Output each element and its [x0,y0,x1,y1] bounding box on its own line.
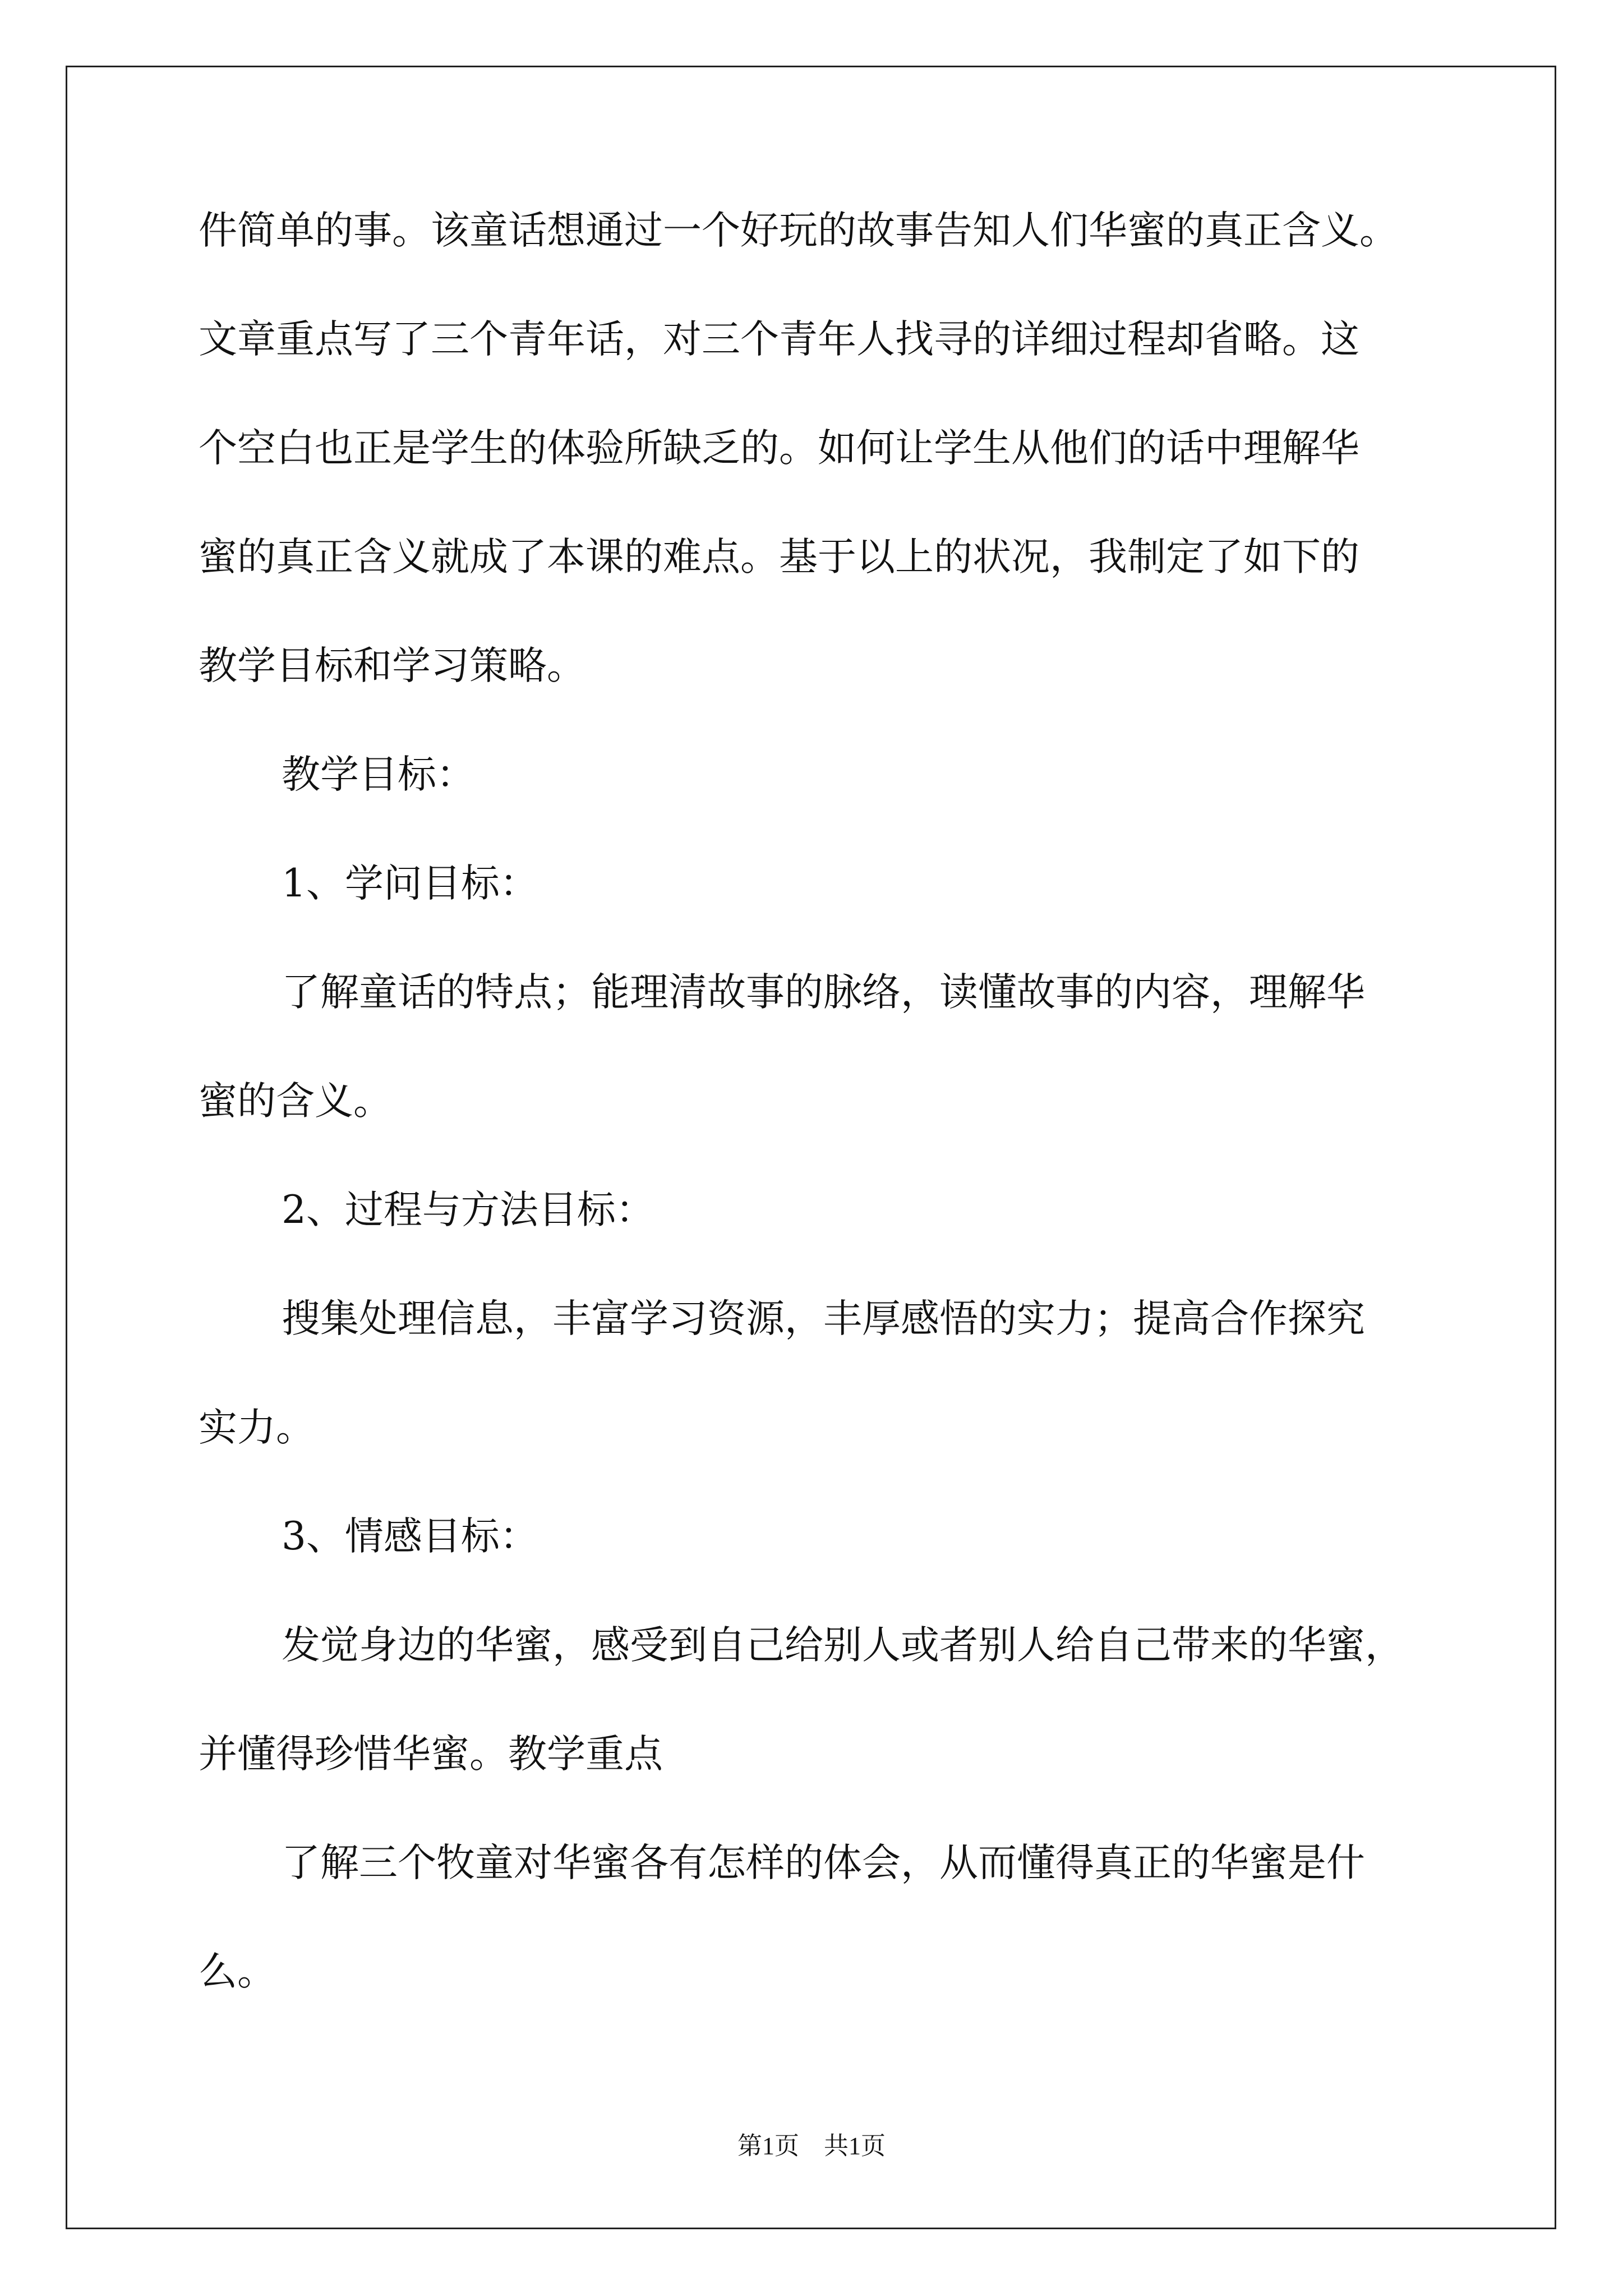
text-line: 蜜的真正含义就成了本课的难点。基于以上的状况，我制定了如下的 [199,535,1359,579]
text-line: 发觉身边的华蜜，感受到自己给别人或者别人给自己带来的华蜜， [282,1623,1404,1668]
text-line: 么。 [199,1949,276,1994]
page-border [66,66,1556,2229]
subsection-heading: 3、情感目标： [282,1514,538,1559]
text-line: 了解三个牧童对华蜜各有怎样的体会，从而懂得真正的华蜜是什 [282,1841,1365,1885]
text-line: 件简单的事。该童话想通过一个好玩的故事告知人们华蜜的真正含义。 [199,208,1398,253]
text-line: 教学目标和学习策略。 [199,643,585,688]
subsection-heading: 2、过程与方法目标： [282,1188,654,1232]
text-line: 文章重点写了三个青年话，对三个青年人找寻的详细过程却省略。这 [199,317,1359,362]
text-line: 并懂得珍惜华蜜。教学重点 [199,1732,663,1777]
page-number-footer: 第1页 共1页 [737,2132,886,2160]
text-line: 蜜的含义。 [199,1079,392,1124]
subsection-heading: 1、学问目标： [282,861,538,906]
text-line: 实力。 [199,1405,315,1450]
text-line: 了解童话的特点；能理清故事的脉络，读懂故事的内容，理解华 [282,970,1365,1015]
text-line: 搜集处理信息，丰富学习资源，丰厚感悟的实力；提高合作探究 [282,1296,1365,1341]
text-line: 个空白也正是学生的体验所缺乏的。如何让学生从他们的话中理解华 [199,426,1359,471]
section-heading: 教学目标： [282,752,475,797]
